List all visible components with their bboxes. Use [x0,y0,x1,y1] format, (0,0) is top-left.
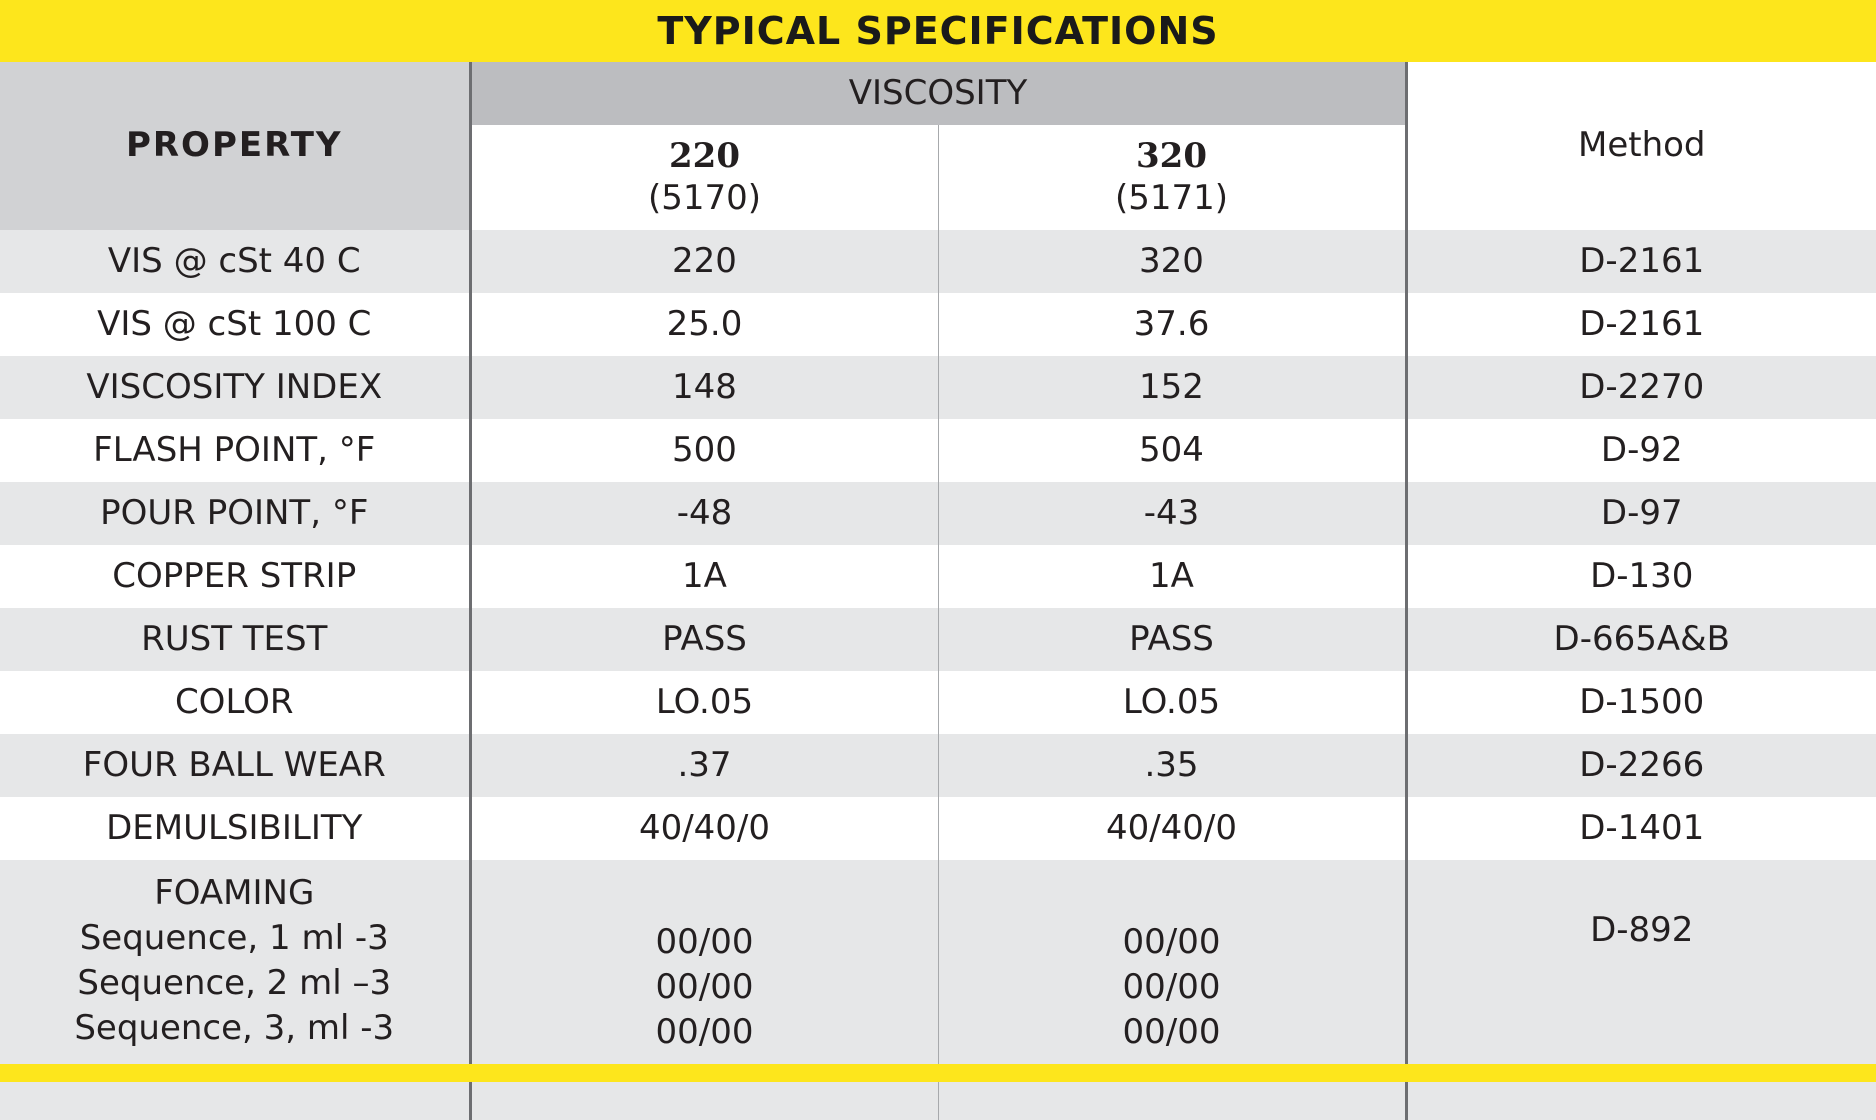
foaming-sequence: Sequence, 1 ml -3 [79,918,389,958]
value-220-cell: 1A [470,545,938,608]
value-320-cell: 152 [938,356,1406,419]
value-220-cell: PASS [470,608,938,671]
value-320-cell: LO.05 [938,671,1406,734]
method-cell: D-2161 [1406,230,1876,293]
value-320-cell: PASS [938,608,1406,671]
value-220-cell: 148 [470,356,938,419]
value-320-cell: 40/40/0 [938,797,1406,860]
foaming-value: 00/00 [1122,1012,1221,1052]
value-320-cell: 37.6 [938,293,1406,356]
foaming-value: 00/00 [655,1012,754,1052]
foaming-value: 00/00 [1122,967,1221,1007]
foaming-title: FOAMING [154,873,315,913]
value-220-cell: LO.05 [470,671,938,734]
table-row [0,797,1876,860]
grade-header-220 [470,125,938,230]
table-row [0,734,1876,797]
method-cell: D-92 [1406,419,1876,482]
table-row [0,671,1876,734]
header-row-top [0,62,1876,125]
grade-number: 320 [1136,136,1207,177]
method-cell: D-97 [1406,482,1876,545]
property-cell: VISCOSITY INDEX [0,356,470,419]
method-cell: D-2161 [1406,293,1876,356]
method-cell: D-130 [1406,545,1876,608]
value-320-cell: 1A [938,545,1406,608]
property-cell: COLOR [0,671,470,734]
value-320-cell: 320 [938,230,1406,293]
grade-code: (5171) [1114,177,1229,218]
method-header: Method [1406,62,1876,230]
table-row [0,545,1876,608]
grade-number: 220 [669,136,740,177]
property-cell: RUST TEST [0,608,470,671]
foaming-value: 00/00 [655,967,754,1007]
property-cell: VIS @ cSt 40 C [0,230,470,293]
property-cell: DEMULSIBILITY [0,797,470,860]
method-cell: D-1500 [1406,671,1876,734]
property-cell: VIS @ cSt 100 C [0,293,470,356]
foaming-sequence: Sequence, 3, ml -3 [74,1008,395,1048]
foaming-value: 00/00 [655,922,754,962]
grade-code: (5170) [647,177,762,218]
property-cell: COPPER STRIP [0,545,470,608]
viscosity-header: VISCOSITY [470,62,1406,125]
value-220-cell: .37 [470,734,938,797]
table-row [0,356,1876,419]
property-cell: FLASH POINT, °F [0,419,470,482]
value-220-cell: 40/40/0 [470,797,938,860]
foaming-sequence: Sequence, 2 ml –3 [77,963,392,1003]
page-title: TYPICAL SPECIFICATIONS [0,0,1876,62]
method-cell: D-2266 [1406,734,1876,797]
bottom-banner [0,1064,1876,1082]
method-cell: D-665A&B [1406,608,1876,671]
value-220-cell: 220 [470,230,938,293]
value-220-cell: 500 [470,419,938,482]
table-row [0,608,1876,671]
method-cell: D-1401 [1406,797,1876,860]
grade-header-320 [938,125,1406,230]
foaming-method-cell: D-892 [1406,860,1876,1120]
property-cell: FOUR BALL WEAR [0,734,470,797]
table-row [0,482,1876,545]
value-320-cell: -43 [938,482,1406,545]
value-220-cell: 25.0 [470,293,938,356]
value-320-cell: .35 [938,734,1406,797]
value-320-cell: 504 [938,419,1406,482]
table-row [0,419,1876,482]
table-row [0,230,1876,293]
foaming-value: 00/00 [1122,922,1221,962]
property-header: PROPERTY [0,62,470,230]
spec-table [0,62,1876,1120]
method-cell: D-2270 [1406,356,1876,419]
table-row [0,293,1876,356]
value-220-cell: -48 [470,482,938,545]
property-cell: POUR POINT, °F [0,482,470,545]
